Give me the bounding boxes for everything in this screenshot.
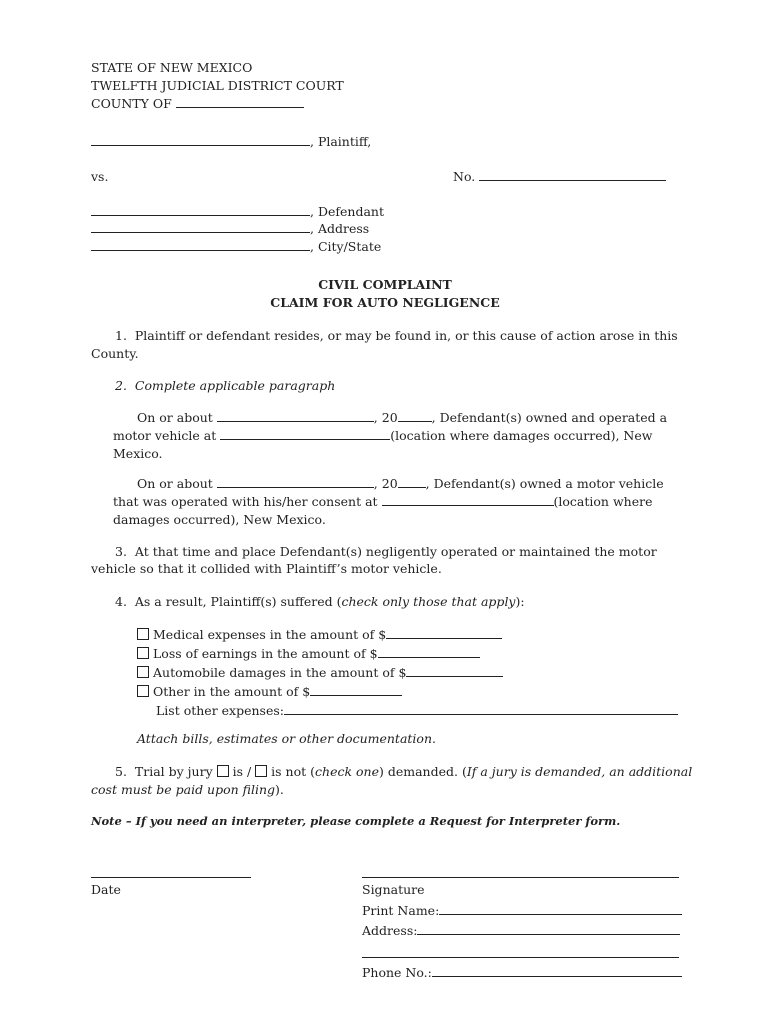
case-number-blank[interactable] [479,168,666,181]
plaintiff-label: , Plaintiff, [310,134,372,149]
automobile-amount-blank[interactable] [406,664,503,677]
para2-heading: Complete applicable paragraph [134,378,336,393]
para1-text-b: County. [91,346,139,361]
opt1-year-prefix: , 20 [373,410,398,425]
county-label: COUNTY OF [91,96,172,111]
para2-opt2-line1 [137,475,664,493]
earnings-checkbox[interactable] [137,647,149,659]
defendant-address-line [91,220,369,238]
earnings-amount-blank[interactable] [378,645,480,658]
opt2-on-or-about: On or about [137,476,213,491]
damage-item-earnings [137,645,480,663]
case-number-label: No. [453,169,476,184]
signature-label: Signature [362,882,425,897]
para4-line1 [115,593,525,611]
jury-is-not-label: is not ( [271,764,316,779]
address-signature-label: Address: [362,923,418,938]
opt1-line2-a: motor vehicle at [113,428,217,443]
para5-line2 [91,781,284,799]
other-checkbox[interactable] [137,685,149,697]
defendant-line [91,203,384,221]
opt1-line3: Mexico. [113,446,163,461]
para2-opt2-line2 [113,493,652,511]
address-line [362,922,680,940]
plaintiff-name-blank[interactable] [91,133,310,146]
opt2-after-year: , Defendant(s) owned a motor vehicle [425,476,664,491]
date-signature-line[interactable] [91,877,251,878]
print-name-label: Print Name: [362,903,440,918]
county-blank[interactable] [176,95,304,108]
defendant-address-blank[interactable] [91,220,310,233]
county-line [91,95,304,113]
para5-number: 5. [115,764,127,779]
para5-line2-end: ). [275,782,284,797]
court-name: TWELFTH JUDICIAL DISTRICT COURT [91,78,344,93]
opt1-date-blank[interactable] [217,409,374,422]
para5-text-a: Trial by jury [134,764,213,779]
opt2-line3: damages occurred), New Mexico. [113,512,326,527]
vs-label: vs. [91,169,109,184]
plaintiff-line [91,133,371,151]
opt1-after-year: , Defendant(s) owned and operated a [431,410,668,425]
para4-text-ital: check only those that apply [341,594,516,609]
opt2-date-blank[interactable] [217,475,374,488]
interpreter-note: Note – If you need an interpreter, please complete a Request for Interpreter form. [91,814,621,828]
phone-blank[interactable] [432,964,682,977]
para2-opt1-line2 [113,427,652,445]
para4-number: 4. [115,594,127,609]
form-title: CIVIL COMPLAINT [318,277,452,292]
damage-item-automobile [137,664,503,682]
medical-label: Medical expenses in the amount of $ [153,627,387,642]
address-second-line[interactable] [362,957,679,958]
opt1-line2-b: (location where damages occurred), New [390,428,653,443]
date-label: Date [91,882,121,897]
damage-item-medical [137,626,502,644]
court-state: STATE OF NEW MEXICO [91,60,253,75]
medical-checkbox[interactable] [137,628,149,640]
opt1-location-blank[interactable] [220,427,390,440]
para1-line1 [115,327,678,345]
print-name-blank[interactable] [439,902,682,915]
automobile-checkbox[interactable] [137,666,149,678]
phone-label: Phone No.: [362,965,432,980]
para1-number: 1. [115,328,127,343]
list-other-label: List other expenses: [156,703,284,718]
case-number-line [453,168,666,186]
medical-amount-blank[interactable] [386,626,502,639]
check-one-text: check one [315,764,379,779]
citystate-label: , City/State [310,239,382,254]
para3-text-a: At that time and place Defendant(s) negligently operated or maintained the motor [134,544,657,559]
opt2-line2-a: that was operated with his/her consent at [113,494,378,509]
para3-number: 3. [115,544,127,559]
opt2-year-prefix: , 20 [373,476,398,491]
para4-text-end: ): [515,594,525,609]
automobile-label: Automobile damages in the amount of $ [153,665,407,680]
defendant-citystate-blank[interactable] [91,238,310,251]
signature-line[interactable] [362,877,679,878]
defendant-name-blank[interactable] [91,203,310,216]
opt1-on-or-about: On or about [137,410,213,425]
opt1-year-blank[interactable] [398,409,432,422]
list-other-blank[interactable] [284,702,678,715]
address-label: , Address [310,221,370,236]
damage-item-other [137,683,402,701]
para3-text-b: vehicle so that it collided with Plaintiff’s motor vehicle. [91,561,442,576]
opt2-line2-b: (location where [553,494,653,509]
print-name-line [362,902,682,920]
jury-cost-note-a: If a jury is demanded, an additional [466,764,693,779]
attach-note: Attach bills, estimates or other documentation. [137,731,436,746]
demanded-text: ) demanded. ( [379,764,467,779]
other-label: Other in the amount of $ [153,684,311,699]
phone-line [362,964,682,982]
para2-number: 2. [115,378,127,393]
other-amount-blank[interactable] [310,683,402,696]
defendant-label: , Defendant [310,204,384,219]
para3-line1 [115,543,657,561]
opt2-year-blank[interactable] [398,475,426,488]
jury-is-not-checkbox[interactable] [255,765,267,777]
jury-is-checkbox[interactable] [217,765,229,777]
defendant-citystate-line [91,238,381,256]
address-blank[interactable] [417,922,680,935]
para2-opt1-line1 [137,409,667,427]
form-subtitle: CLAIM FOR AUTO NEGLIGENCE [270,295,500,310]
para5-line1 [115,763,692,781]
list-other-line [156,702,678,720]
opt2-location-blank[interactable] [382,493,554,506]
jury-cost-note-b: cost must be paid upon filing [91,782,276,797]
earnings-label: Loss of earnings in the amount of $ [153,646,378,661]
para2-heading-line [115,377,335,395]
jury-is-label: is / [232,764,252,779]
para4-text: As a result, Plaintiff(s) suffered ( [134,594,342,609]
para1-text-a: Plaintiff or defendant resides, or may be found in, or this cause of action arose in this [134,328,678,343]
